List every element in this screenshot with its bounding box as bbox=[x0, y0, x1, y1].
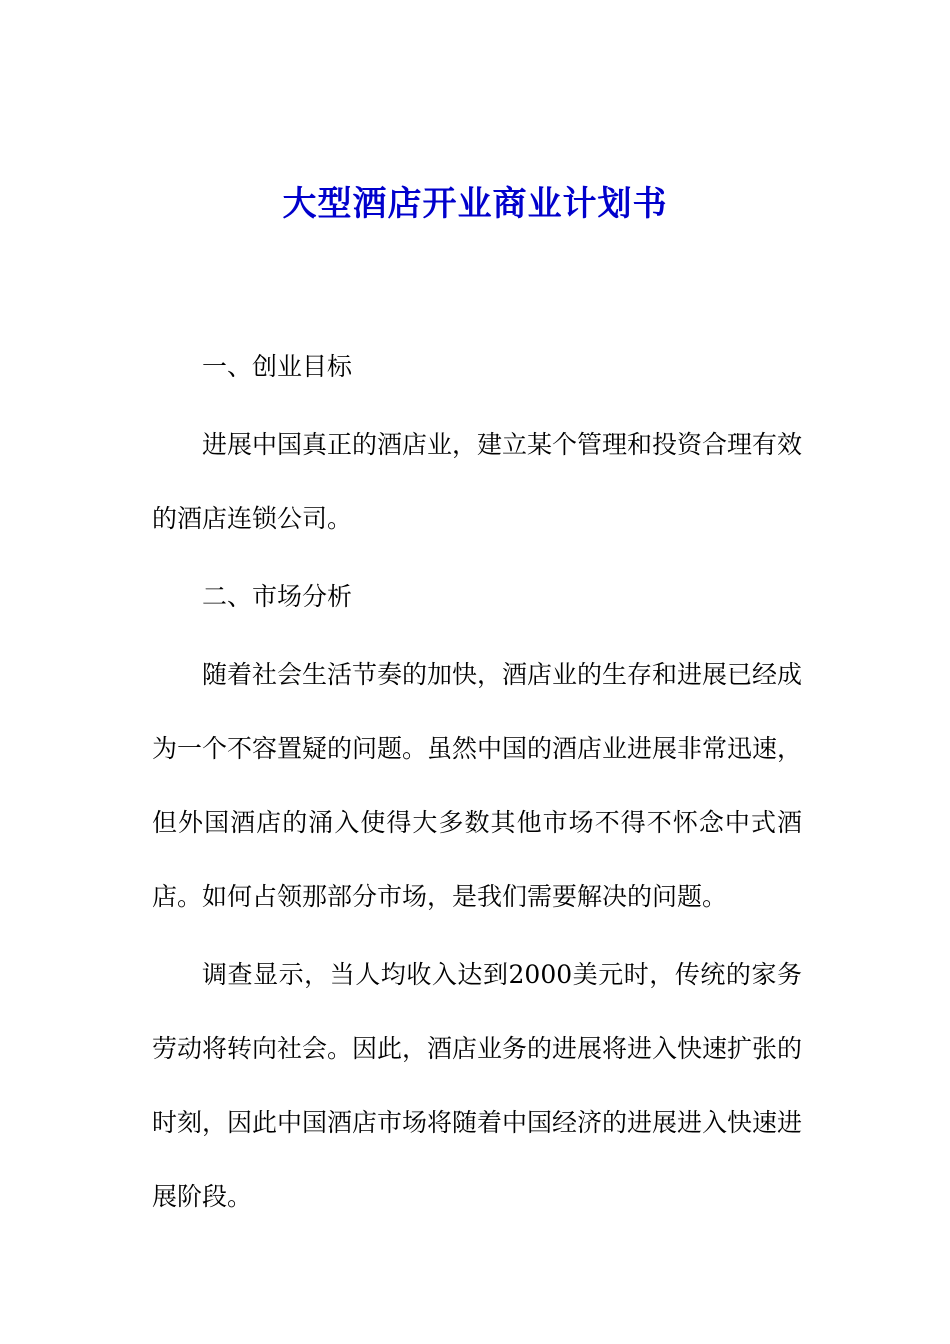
paragraph-market-1: 随着社会生活节奏的加快，酒店业的生存和进展已经成为一个不容置疑的问题。虽然中国的酒店业进展非常迅速，但外国酒店的涌入使得大多数其他市场不得不怀念中式酒店。如何占领那部分市场，是我们需要解决的问题。 bbox=[152, 660, 803, 911]
section-heading-market: 二、市场分析 bbox=[202, 582, 353, 611]
section-heading-goals: 一、创业目标 bbox=[202, 352, 353, 381]
document-body bbox=[152, 330, 802, 1238]
paragraph-goals: 进展中国真正的酒店业，建立某个管理和投资合理有效的酒店连锁公司。 bbox=[152, 430, 803, 533]
paragraph-market-2: 调查显示，当人均收入达到2000美元时，传统的家务劳动将转向社会。因此，酒店业务的进展将进入快速扩张的时刻，因此中国酒店市场将随着中国经济的进展进入快速进展阶段。 bbox=[152, 960, 803, 1211]
document-title: 大型酒店开业商业计划书 bbox=[282, 184, 668, 224]
